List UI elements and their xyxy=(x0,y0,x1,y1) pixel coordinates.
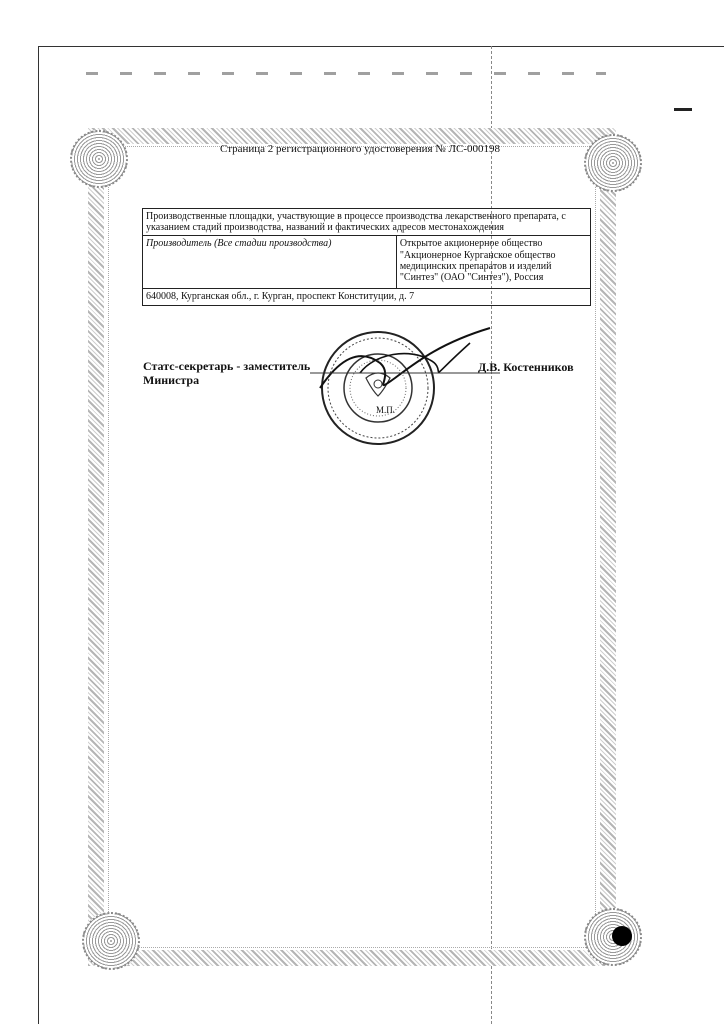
page-title: Страница 2 регистрационного удостоверения № ЛС-000198 xyxy=(220,143,500,155)
seal-mp-label: М.П. xyxy=(376,405,396,415)
page-left-edge xyxy=(38,46,39,1024)
table-row xyxy=(143,209,591,236)
rosette-bottom-left xyxy=(82,912,140,970)
corner-mark xyxy=(674,108,692,111)
role-label: Производитель (Все стадии производства) xyxy=(146,238,332,250)
scan-dot-mark xyxy=(612,926,632,946)
company-address: 640008, Курганская обл., г. Курган, проспект Конституции, д. 7 xyxy=(143,289,591,305)
section-heading: Производственные площадки, участвующие в процессе производства лекарственного препарата, с указанием стадий производства, названий и фактических адресов местонахождения xyxy=(143,209,591,236)
table-row xyxy=(143,289,591,305)
signer-title: Статс-секретарь - заместитель Министра xyxy=(143,359,311,387)
signer-name: Д.В. Костенников xyxy=(478,360,574,374)
rosette-top-right xyxy=(584,134,642,192)
company-name: Открытое акционерное общество "Акционерное Курганское общество медицинских препаратов и изделий "Синтез" (ОАО "Синтез"), Россия xyxy=(396,236,590,289)
scan-artifact-dashes xyxy=(86,72,606,75)
production-sites-table xyxy=(142,208,591,306)
handwritten-signature xyxy=(300,318,500,428)
page-top-edge xyxy=(38,46,724,47)
rosette-top-left xyxy=(70,130,128,188)
table-row xyxy=(143,236,591,289)
